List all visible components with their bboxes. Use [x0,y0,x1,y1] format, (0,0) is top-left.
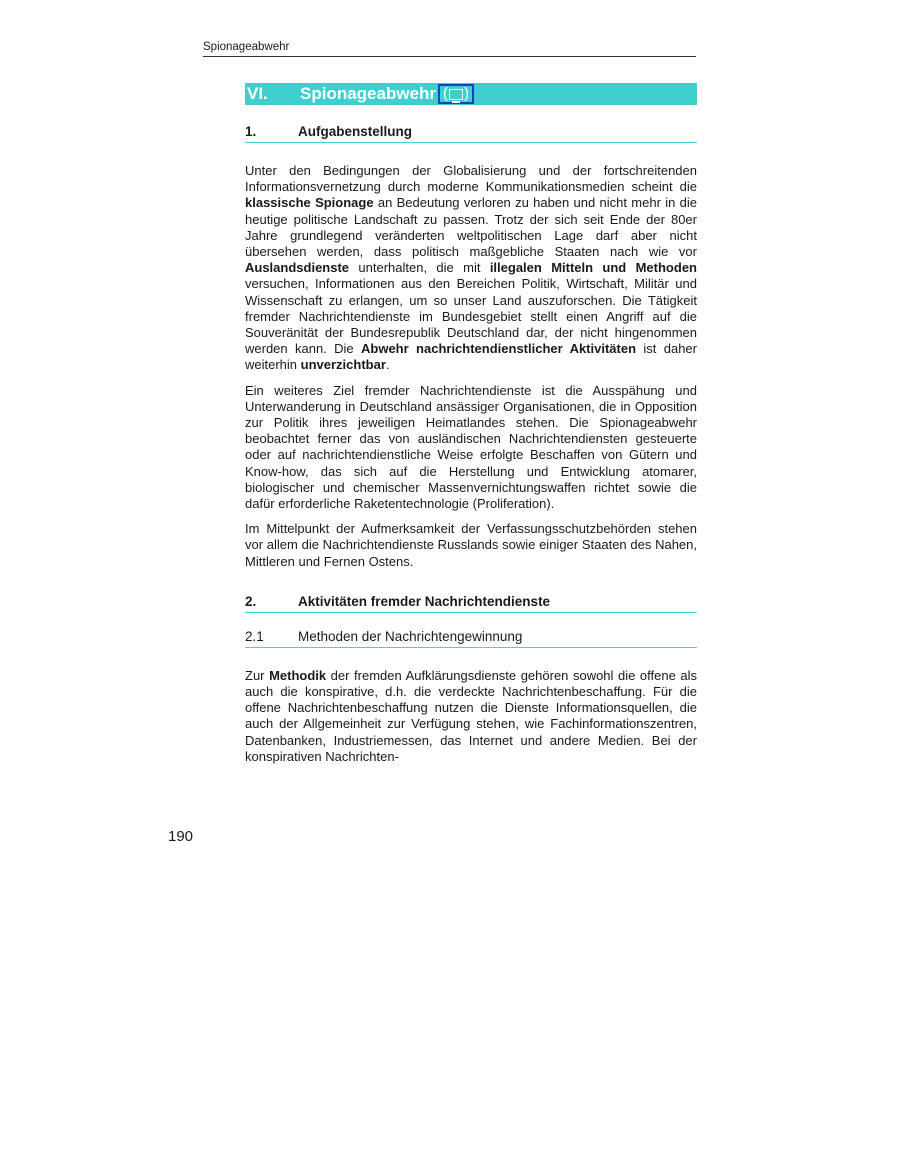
monitor-icon [449,89,463,100]
paragraph-2: Ein weiteres Ziel fremder Nachrichtendienste ist die Ausspähung und Unterwanderung in Deutschland ansässiger Organisationen, die in Opposition zur Politik ihres jeweiligen Heimatlandes stehen. Die Spionageabwehr beobachtet ferner das von ausländischen Nachrichtendiensten gesteuerte oder auf nachrichtendienstliche Weise erfolgte Beschaffen von Gütern und Know-how, das sich auf die Herstellung und Entwicklung atomarer, biologischer und chemischer Massenvernichtungswaffen richtet sowie die dafür erforderliche Raketentechnologie (Proliferation). [245,382,697,512]
running-header: Spionageabwehr [203,41,696,57]
chapter-title: Spionageabwehr [300,84,437,103]
monitor-link[interactable]: ( ) [438,84,474,104]
section-heading-1: 1. Aufgabenstellung [245,124,697,143]
section-heading-2: 2. Aktivitäten fremder Nachrichtendienste [245,594,697,613]
page-number: 190 [168,828,194,845]
paragraph-4: Zur Methodik der fremden Aufklärungsdienste gehören sowohl die offene als auch die konspirative, d.h. die verdeckte Nachrichtenbeschaffung. Für die offene Nachrichtenbeschaffung nutzen die Dienste Informationsquellen, die auch der Allgemeinheit zur Verfügung stehen, wie Fachinformationszentren, Datenbanken, Industriemessen, das Internet und andere Medien. Bei der konspirativen Nachrichten- [245,667,697,764]
paragraph-3: Im Mittelpunkt der Aufmerksamkeit der Verfassungsschutzbehörden stehen vor allem die Nachrichtendienste Russlands sowie einiger Staaten des Nahen, Mittleren und Fernen Ostens. [245,521,697,569]
chapter-number: VI. [247,84,268,103]
paragraph-1: Unter den Bedingungen der Globalisierung und der fortschreitenden Informationsvernetzung durch moderne Kommunikationsmedien scheint die klassische Spionage an Bedeutung verloren zu haben und nicht mehr in die heutige politische Landschaft zu passen. Trotz der sich seit Ende der 80er Jahre grundlegend veränderten weltpolitischen Lage darf aber nicht übersehen werden, dass politisch maßgebliche Staaten nach wie vor Auslandsdienste unterhalten, die mit illegalen Mitteln und Methoden versuchen, Informationen aus den Bereichen Politik, Wirtschaft, Militär und Wissenschaft zu erlangen, um so unser Land auszuforschen. Die Tätigkeit fremder Nachrichtendienste im Bundesgebiet stellt einen Angriff auf die Souveränität der Bundesrepublik Deutschland dar, der nicht hingenommen werden kann. Die Abwehr nachrichtendienstlicher Aktivitäten ist daher weiterhin unverzichtbar. [245,163,697,373]
page-content [245,83,697,765]
chapter-heading [245,83,697,105]
subsection-heading-2-1: 2.1 Methoden der Nachrichtengewinnung [245,629,697,648]
